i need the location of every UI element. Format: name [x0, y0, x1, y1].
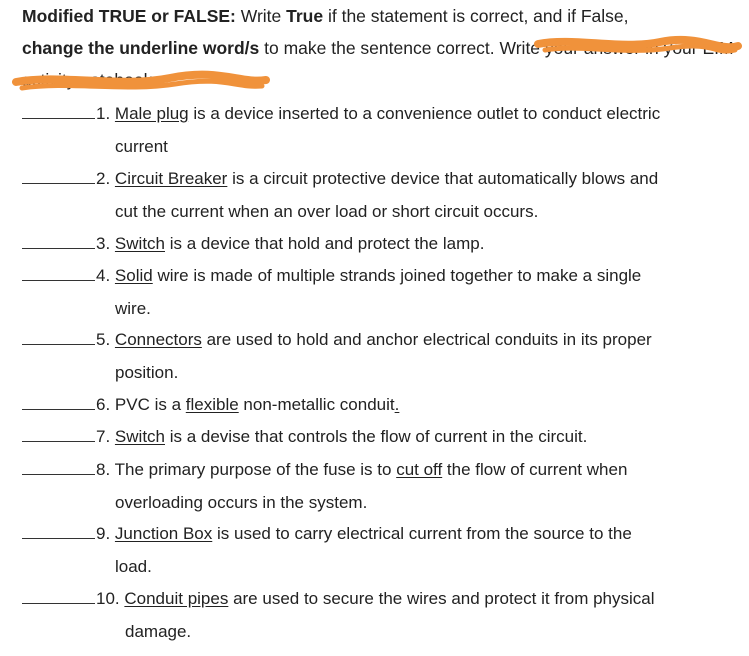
underlined-word: Junction Box	[114, 524, 213, 543]
underlined-word: Solid	[114, 266, 153, 285]
question-4	[22, 260, 738, 325]
question-continuation: position.	[115, 362, 179, 382]
underlined-word: Circuit Breaker	[114, 169, 228, 188]
question-number: 9.	[96, 524, 111, 543]
question-continuation: cut the current when an over load or short circuit occurs.	[115, 201, 539, 221]
question-text: is used to carry electrical current from the source to the	[212, 524, 632, 543]
question-text: are used to hold and anchor electrical conduits in its proper	[201, 330, 652, 349]
question-text: the flow of current when	[442, 460, 628, 479]
question-3	[22, 228, 738, 261]
question-text: are used to secure the wires and protect it from physical	[228, 589, 655, 608]
answer-blank-2[interactable]	[22, 182, 95, 184]
answer-blank-5[interactable]	[22, 343, 95, 345]
underlined-word: cut off	[396, 460, 443, 479]
answer-blank-3[interactable]	[22, 247, 95, 249]
underlined-word: flexible	[185, 395, 239, 414]
instructions-true-word: True	[286, 6, 324, 26]
answer-blank-6[interactable]	[22, 408, 95, 410]
question-text: is a device inserted to a convenience outlet to conduct electric	[188, 104, 661, 123]
answer-blank-4[interactable]	[22, 279, 95, 281]
answer-blank-10[interactable]	[22, 602, 95, 604]
instructions-title: Modified TRUE or FALSE:	[22, 6, 236, 26]
question-number: 10.	[96, 589, 120, 608]
instructions-text-3: to make the sentence correct.	[259, 38, 500, 58]
underlined-word: Switch	[114, 427, 165, 446]
question-text-pre: The primary purpose of the fuse is to	[110, 460, 397, 479]
question-number: 4.	[96, 266, 111, 285]
question-number: 3.	[96, 234, 111, 253]
question-text: non-metallic conduit	[238, 395, 395, 414]
question-continuation: wire.	[115, 298, 151, 318]
question-continuation: load.	[115, 556, 152, 576]
answer-blank-9[interactable]	[22, 537, 95, 539]
question-number: 6.	[96, 395, 111, 414]
question-continuation: damage.	[125, 621, 192, 641]
question-text-pre: PVC is a	[110, 395, 186, 414]
question-9	[22, 518, 738, 583]
question-8	[22, 454, 738, 519]
question-6	[22, 389, 738, 422]
underlined-word: Connectors	[114, 330, 202, 349]
question-5	[22, 324, 738, 389]
question-number: 8.	[96, 460, 111, 479]
underlined-word: Conduit pipes	[124, 589, 229, 608]
underlined-word: Male plug	[114, 104, 189, 123]
question-text: wire is made of multiple strands joined together to make a single	[152, 266, 642, 285]
underlined-period: .	[394, 395, 400, 414]
question-text: is a device that hold and protect the lamp.	[165, 234, 485, 253]
answer-blank-7[interactable]	[22, 440, 95, 442]
question-10	[22, 583, 738, 648]
instructions	[22, 0, 738, 96]
question-number: 2.	[96, 169, 111, 188]
question-number: 1.	[96, 104, 111, 123]
instructions-text-1: Write	[235, 6, 287, 26]
instructions-scribbled-text: Write your answer in your EIM activity notebook.	[22, 38, 734, 90]
answer-blank-1[interactable]	[22, 117, 95, 119]
underlined-word: Switch	[114, 234, 165, 253]
question-7	[22, 421, 738, 454]
question-continuation: current	[115, 136, 168, 156]
question-continuation: overloading occurs in the system.	[115, 492, 368, 512]
instructions-change-underline: change the underline word/s	[22, 38, 260, 58]
question-1	[22, 98, 738, 163]
question-text: is a circuit protective device that automatically blows and	[227, 169, 659, 188]
instructions-text-2: if the statement is correct, and if False,	[323, 6, 629, 26]
question-text: is a devise that controls the flow of current in the circuit.	[165, 427, 588, 446]
answer-blank-8[interactable]	[22, 473, 95, 475]
question-number: 7.	[96, 427, 111, 446]
question-2	[22, 163, 738, 228]
question-number: 5.	[96, 330, 111, 349]
